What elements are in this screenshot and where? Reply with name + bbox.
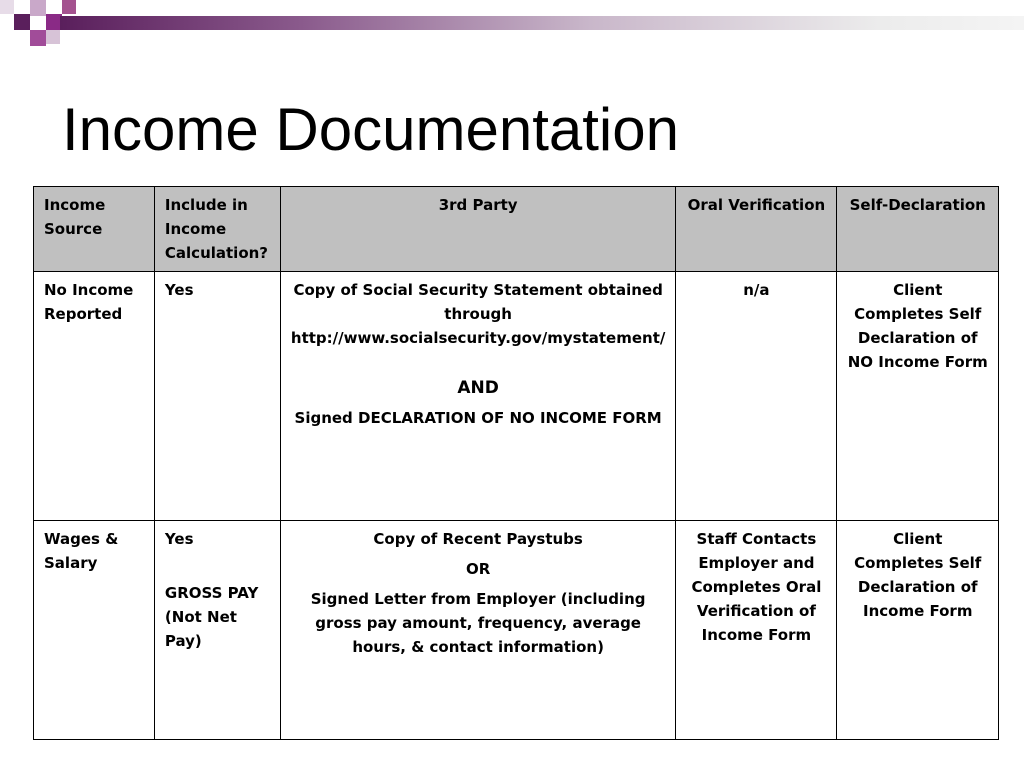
cell-include: Yes: [154, 272, 280, 521]
decorative-square: [14, 14, 30, 30]
slide-title: Income Documentation: [62, 96, 679, 163]
third-party-secondary-doc: Signed Letter from Employer (including gross pay amount, frequency, average hours, & contact information): [310, 590, 646, 656]
cell-third-party: [280, 272, 675, 521]
header-gradient-bar: [60, 16, 1024, 30]
third-party-primary-doc: Copy of Recent Paystubs: [373, 530, 583, 548]
table-row: [34, 272, 999, 521]
cell-oral-verification: Staff Contacts Employer and Completes Oral Verification of Income Form: [676, 521, 837, 740]
cell-self-declaration: Client Completes Self Declaration of Income Form: [837, 521, 999, 740]
cell-include: [154, 521, 280, 740]
table-header-row: [34, 187, 999, 272]
column-header-third-party: 3rd Party: [280, 187, 675, 272]
table-row: [34, 521, 999, 740]
decorative-square: [46, 30, 60, 44]
include-value: Yes: [164, 530, 194, 548]
third-party-secondary-doc: Signed DECLARATION OF NO INCOME FORM: [294, 409, 662, 427]
income-documentation-table: [33, 186, 999, 740]
decorative-square: [0, 0, 14, 14]
cell-self-declaration: Client Completes Self Declaration of NO Income Form: [837, 272, 999, 521]
decorative-square: [30, 30, 46, 46]
cell-third-party: [280, 521, 675, 740]
column-header-self-declaration: Self-Declaration: [837, 187, 999, 272]
cell-income-source: Wages & Salary: [34, 521, 155, 740]
column-header-income-source: Income Source: [34, 187, 155, 272]
decorative-square: [62, 0, 76, 14]
third-party-connector: OR: [465, 560, 491, 578]
decorative-square: [30, 0, 46, 16]
cell-income-source: No Income Reported: [34, 272, 155, 521]
cell-oral-verification: n/a: [676, 272, 837, 521]
third-party-connector: AND: [457, 378, 499, 398]
third-party-primary-doc: Copy of Social Security Statement obtained through http://www.socialsecurity.gov/mystatement/: [290, 281, 666, 347]
column-header-oral-verification: Oral Verification: [676, 187, 837, 272]
include-note: GROSS PAY (Not Net Pay): [164, 584, 259, 650]
column-header-include: Include in Income Calculation?: [154, 187, 280, 272]
